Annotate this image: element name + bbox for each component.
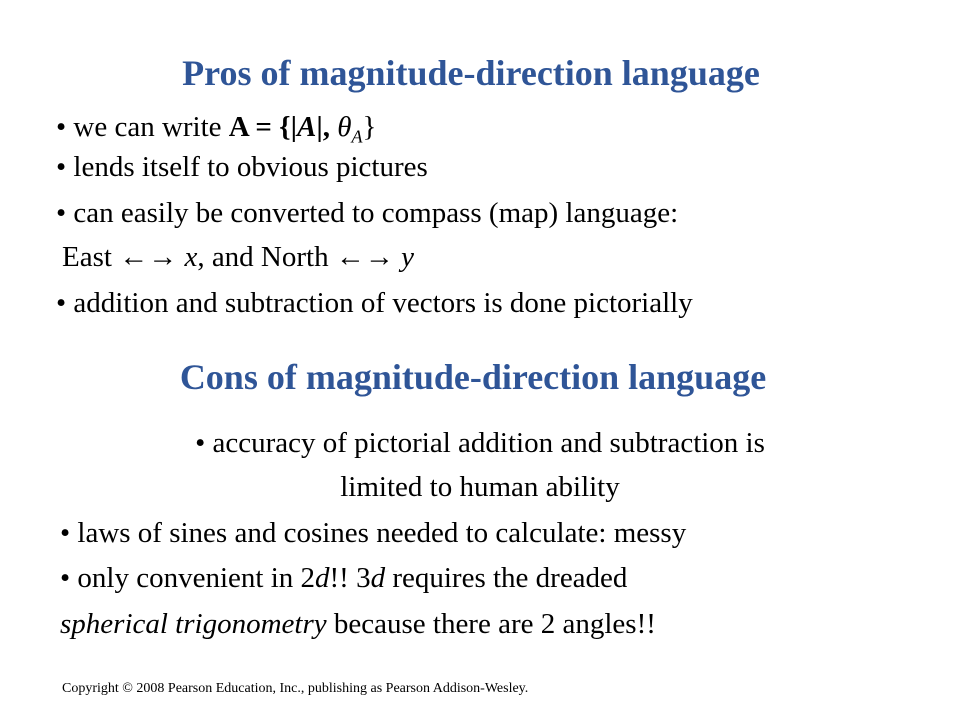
cons-bullet-2d-text: • only convenient in 2 bbox=[60, 562, 315, 594]
pros-bullet-compass: • can easily be converted to compass (map) language: bbox=[56, 197, 679, 229]
pros-compass-mapping bbox=[62, 240, 414, 275]
north-label: , and North bbox=[197, 241, 336, 273]
equals-brace: = {| bbox=[248, 111, 297, 143]
theta-symbol: θ bbox=[337, 111, 352, 143]
vector-a-symbol: A bbox=[228, 111, 249, 143]
pros-bullet-write-a bbox=[56, 110, 376, 148]
pros-bullet-write-a-text: • we can write bbox=[56, 111, 229, 143]
cons-title: Cons of magnitude-direction language bbox=[179, 357, 767, 397]
d-symbol: d bbox=[315, 562, 330, 594]
copyright-notice: Copyright © 2008 Pearson Education, Inc., publishing as Pearson Addison-Wesley. bbox=[62, 681, 529, 696]
double-arrow-icon: ←→ bbox=[119, 241, 178, 273]
cons-spherical-rest: because there are 2 angles!! bbox=[326, 608, 656, 640]
double-arrow-icon: ←→ bbox=[335, 241, 394, 273]
x-variable: x bbox=[177, 241, 198, 273]
closing-brace: } bbox=[362, 111, 377, 143]
vector-a-magnitude: A bbox=[296, 111, 317, 143]
pros-bullet-addition: • addition and subtraction of vectors is done pictorially bbox=[56, 287, 693, 319]
pros-bullet-pictures: • lends itself to obvious pictures bbox=[56, 151, 428, 183]
d-symbol: d bbox=[370, 562, 386, 594]
spherical-trigonometry-text: spherical trigonometry bbox=[60, 608, 327, 640]
cons-bullet-2d-mid: !! 3 bbox=[329, 562, 371, 594]
magnitude-separator: |, bbox=[316, 111, 338, 143]
cons-spherical-line bbox=[60, 607, 656, 642]
theta-subscript: A bbox=[351, 126, 363, 147]
cons-bullet-2d bbox=[60, 561, 627, 596]
cons-bullet-accuracy-continued: limited to human ability bbox=[340, 471, 620, 503]
cons-bullet-laws: • laws of sines and cosines needed to calculate: messy bbox=[60, 517, 687, 549]
east-label: East bbox=[62, 241, 120, 273]
cons-bullet-2d-end: requires the dreaded bbox=[385, 562, 628, 594]
cons-bullet-accuracy: • accuracy of pictorial addition and subtraction is bbox=[195, 427, 765, 459]
y-variable: y bbox=[393, 241, 414, 273]
pros-title: Pros of magnitude-direction language bbox=[182, 53, 760, 93]
